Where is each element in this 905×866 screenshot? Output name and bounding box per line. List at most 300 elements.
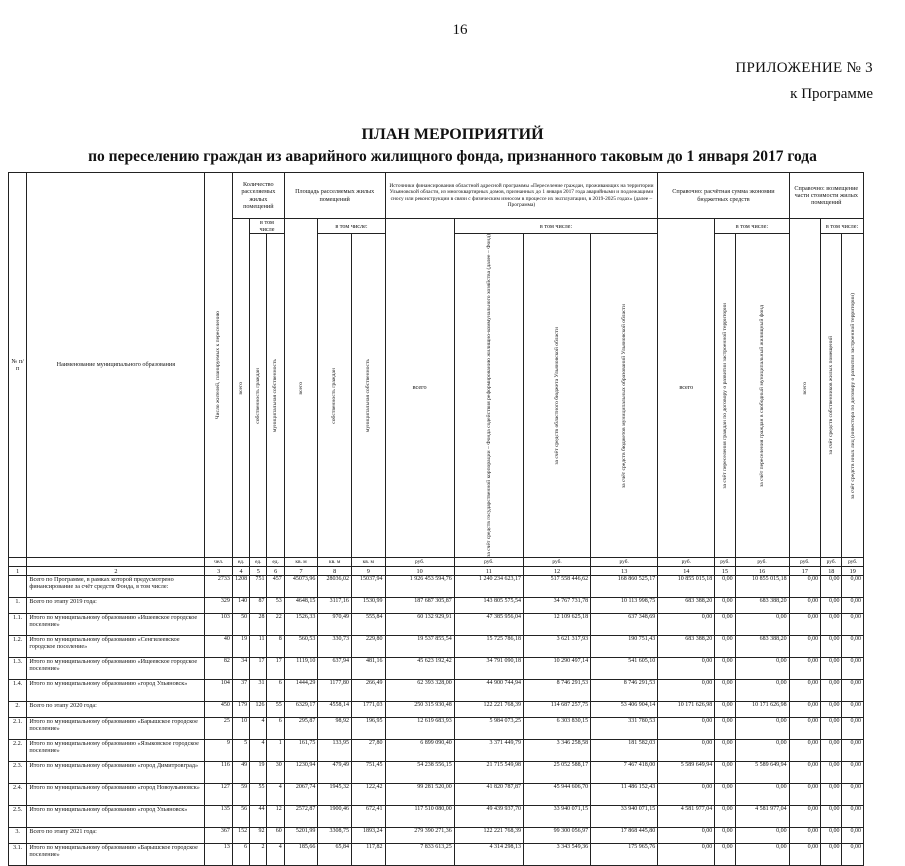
row-value: 22 [267, 614, 284, 636]
row-value: 0,00 [842, 576, 864, 598]
row-value: 126 [250, 702, 267, 718]
row-number: 1.2. [9, 636, 27, 658]
row-value: 0,00 [715, 740, 735, 762]
row-value: 0,00 [735, 718, 789, 740]
row-value: 1893,24 [351, 828, 385, 844]
unit-cell: руб. [789, 558, 821, 567]
row-value: 45 944 606,70 [523, 784, 590, 806]
row-value: 28 [250, 614, 267, 636]
row-value: 53 [267, 598, 284, 614]
row-value: 19 [250, 762, 267, 784]
row-value: 62 393 328,00 [385, 680, 454, 702]
document-title: ПЛАН МЕРОПРИЯТИЙ [361, 126, 544, 143]
row-value: 2 [250, 844, 267, 866]
row-value: 179 [232, 702, 249, 718]
ref1-incl-header: в том числе: [715, 219, 789, 234]
row-value: 10 171 626,98 [735, 702, 789, 718]
row-value: 0,00 [821, 658, 842, 680]
unit-cell: руб. [658, 558, 715, 567]
col-area-header: Площадь расселяемых жилых помещений [284, 173, 385, 219]
row-value: 367 [205, 828, 232, 844]
row-value: 49 439 937,70 [454, 806, 523, 828]
row-name: Всего по этапу 2019 года: [27, 598, 205, 614]
row-value: 65,84 [318, 844, 352, 866]
column-number-cell: 9 [351, 567, 385, 576]
column-number-cell: 13 [591, 567, 658, 576]
row-value: 637,94 [318, 658, 352, 680]
row-value: 0,00 [789, 636, 821, 658]
sources-incl-header: в том числе: [454, 219, 658, 234]
unit-cell: руб. [821, 558, 842, 567]
row-value: 1530,99 [351, 598, 385, 614]
column-number-cell: 1 [9, 567, 27, 576]
row-value: 0,00 [842, 844, 864, 866]
row-value: 143 805 575,54 [454, 598, 523, 614]
row-value: 140 [232, 598, 249, 614]
row-value: 117 510 080,00 [385, 806, 454, 828]
row-number: 2.1. [9, 718, 27, 740]
row-value: 0,00 [715, 762, 735, 784]
row-value: 3 346 258,58 [523, 740, 590, 762]
row-value: 1771,03 [351, 702, 385, 718]
row-value: 0,00 [715, 844, 735, 866]
col-sources-header: Источники финансирования областной адресной программы «Переселение граждан, проживающих на территории Ульяновской области, из многоквартирных домов, признанных до 1 января 2017 года аварийными и подлежащими сносу или реконструкции в связи с физическим износом в процессе их эксплуатации, в 2019-2025 годах» (далее – Программа) [385, 173, 658, 219]
row-value: 33 940 071,15 [591, 806, 658, 828]
row-value: 0,00 [715, 784, 735, 806]
column-number-cell: 19 [842, 567, 864, 576]
row-value: 2572,87 [284, 806, 318, 828]
unit-cell: руб. [385, 558, 454, 567]
sources-total-header: всего [385, 219, 454, 558]
row-value: 187 687 305,87 [385, 598, 454, 614]
row-value: 0,00 [715, 598, 735, 614]
row-value: 1900,46 [318, 806, 352, 828]
row-value: 0,00 [789, 718, 821, 740]
row-name: Итого по муниципальному образованию «Ишеевское городское поселение» [27, 614, 205, 636]
row-value: 0,00 [842, 740, 864, 762]
row-value: 17 868 445,80 [591, 828, 658, 844]
row-value: 683 388,20 [735, 598, 789, 614]
program-label: к Программе [790, 86, 873, 102]
unit-cell: руб. [842, 558, 864, 567]
column-number-cell: 5 [250, 567, 267, 576]
row-value: 152 [232, 828, 249, 844]
col-ref2-header: Справочно: возмещение части стоимости жилых помещений [789, 173, 863, 219]
row-value: 560,53 [284, 636, 318, 658]
row-value: 970,49 [318, 614, 352, 636]
row-value: 55 [267, 702, 284, 718]
row-value: 0,00 [842, 598, 864, 614]
row-value: 10 [232, 718, 249, 740]
row-value: 0,00 [789, 806, 821, 828]
row-value: 44 [250, 806, 267, 828]
resettlement-plan-table [8, 172, 864, 866]
row-value: 0,00 [821, 828, 842, 844]
column-number-cell: 3 [205, 567, 232, 576]
row-number: 3.1. [9, 844, 27, 866]
row-value: 9 [205, 740, 232, 762]
row-value: 672,41 [351, 806, 385, 828]
row-value: 0,00 [658, 784, 715, 806]
row-number: 2. [9, 702, 27, 718]
ref2-total-header: всего [789, 219, 821, 558]
column-number-cell: 17 [789, 567, 821, 576]
row-value: 5 984 073,25 [454, 718, 523, 740]
row-name: Итого по муниципальному образованию «город Ульяновск» [27, 680, 205, 702]
row-value: 45 623 192,42 [385, 658, 454, 680]
row-value: 1230,94 [284, 762, 318, 784]
row-value: 7 833 613,25 [385, 844, 454, 866]
column-number-cell: 14 [658, 567, 715, 576]
row-value: 30 [267, 762, 284, 784]
column-number-cell: 12 [523, 567, 590, 576]
table-row [9, 740, 864, 762]
row-number [9, 576, 27, 598]
row-value: 0,00 [821, 680, 842, 702]
row-value: 0,00 [715, 718, 735, 740]
row-value: 82 [205, 658, 232, 680]
area-total-header: всего [284, 219, 318, 558]
row-value: 117,82 [351, 844, 385, 866]
unit-cell: кв. м [318, 558, 352, 567]
row-value: 0,00 [735, 844, 789, 866]
row-value: 99 300 056,97 [523, 828, 590, 844]
col-rooms-header: Количество расселяемых жилых помещений [232, 173, 284, 219]
row-value: 53 406 904,14 [591, 702, 658, 718]
col-ref1-header: Справочно: расчётная сумма экономии бюджетных средств [658, 173, 789, 219]
row-value: 0,00 [735, 784, 789, 806]
row-value: 0,00 [715, 702, 735, 718]
row-value: 0,00 [842, 614, 864, 636]
row-value: 60 [267, 828, 284, 844]
row-value: 0,00 [658, 844, 715, 866]
row-value: 0,00 [715, 636, 735, 658]
row-value: 0,00 [842, 784, 864, 806]
row-value: 114 687 257,75 [523, 702, 590, 718]
row-value: 15 725 786,18 [454, 636, 523, 658]
unit-cell: руб. [523, 558, 590, 567]
row-name: Итого по муниципальному образованию «Сенгилеевское городское поселение» [27, 636, 205, 658]
row-value: 0,00 [821, 762, 842, 784]
column-number-cell: 11 [454, 567, 523, 576]
ref2-a-header: за счёт средств собственников жилых помещений [821, 234, 842, 558]
row-name: Итого по муниципальному образованию «Ищеевское городское поселение» [27, 658, 205, 680]
area-incl-header: в том числе: [318, 219, 385, 234]
row-value: 4 [250, 740, 267, 762]
row-value: 4 [267, 784, 284, 806]
unit-cell: ед. [232, 558, 249, 567]
row-value: 45073,96 [284, 576, 318, 598]
row-value: 161,75 [284, 740, 318, 762]
row-value: 185,66 [284, 844, 318, 866]
row-value: 37 [232, 680, 249, 702]
ref1-total-header: всего [658, 219, 715, 558]
row-value: 196,95 [351, 718, 385, 740]
row-value: 751,45 [351, 762, 385, 784]
row-value: 0,00 [715, 680, 735, 702]
row-value: 0,00 [842, 806, 864, 828]
row-value: 3117,16 [318, 598, 352, 614]
row-value: 0,00 [821, 740, 842, 762]
column-number-cell: 18 [821, 567, 842, 576]
row-value: 637 348,69 [591, 614, 658, 636]
unit-cell: ед. [267, 558, 284, 567]
row-value: 50 [232, 614, 249, 636]
row-value: 0,00 [735, 680, 789, 702]
row-value: 1945,32 [318, 784, 352, 806]
column-number-cell: 8 [318, 567, 352, 576]
row-value: 0,00 [842, 636, 864, 658]
page-number: 16 [452, 22, 468, 38]
row-value: 12 109 625,18 [523, 614, 590, 636]
row-value: 0,00 [658, 658, 715, 680]
row-value: 0,00 [789, 740, 821, 762]
row-value: 4 [267, 844, 284, 866]
row-value: 683 388,20 [658, 598, 715, 614]
row-value: 5 [232, 740, 249, 762]
row-value: 11 [250, 636, 267, 658]
row-value: 7 467 418,00 [591, 762, 658, 784]
row-value: 0,00 [658, 614, 715, 636]
row-name: Итого по муниципальному образованию «Барышское городское поселение» [27, 844, 205, 866]
row-value: 6 [267, 680, 284, 702]
row-value: 116 [205, 762, 232, 784]
row-value: 481,16 [351, 658, 385, 680]
local-header: за счёт средств бюджетов муниципальных образований Ульяновской области [591, 234, 658, 558]
row-number: 1.1. [9, 614, 27, 636]
table-body [9, 576, 864, 866]
row-value: 87 [250, 598, 267, 614]
row-value: 0,00 [658, 828, 715, 844]
rooms-total-header: всего [232, 219, 249, 558]
unit-cell: руб. [715, 558, 735, 567]
row-value: 0,00 [789, 680, 821, 702]
unit-cell: кв. м [284, 558, 318, 567]
row-value: 55 [250, 784, 267, 806]
row-value: 0,00 [821, 576, 842, 598]
row-number: 2.2. [9, 740, 27, 762]
row-value: 122 221 768,39 [454, 828, 523, 844]
row-value: 34 791 090,18 [454, 658, 523, 680]
rooms-private-header: собственность граждан [250, 234, 267, 558]
row-value: 1177,80 [318, 680, 352, 702]
row-value: 135 [205, 806, 232, 828]
table-row [9, 576, 864, 598]
column-numbers-row [9, 567, 864, 576]
ref1-a-header: за счёт переселения граждан по договору о развитии застроенной территории [715, 234, 735, 558]
row-value: 450 [205, 702, 232, 718]
row-value: 0,00 [842, 718, 864, 740]
row-value: 8 746 291,53 [591, 680, 658, 702]
row-value: 0,00 [842, 658, 864, 680]
row-value: 751 [250, 576, 267, 598]
row-name: Итого по муниципальному образованию «город Ульяновск» [27, 806, 205, 828]
unit-cell: кв. м [351, 558, 385, 567]
row-number: 1.4. [9, 680, 27, 702]
row-value: 0,00 [789, 784, 821, 806]
regional-header: за счёт средств областного бюджета Ульяновской области [523, 234, 590, 558]
row-value: 122 221 768,39 [454, 702, 523, 718]
row-value: 1119,10 [284, 658, 318, 680]
table-row [9, 598, 864, 614]
row-value: 41 820 787,87 [454, 784, 523, 806]
row-value: 13 [205, 844, 232, 866]
row-number: 2.4. [9, 784, 27, 806]
column-number-cell: 2 [27, 567, 205, 576]
row-value: 27,80 [351, 740, 385, 762]
table-row [9, 680, 864, 702]
row-value: 190 751,43 [591, 636, 658, 658]
row-name: Всего по этапу 2021 года: [27, 828, 205, 844]
row-value: 28036,02 [318, 576, 352, 598]
table-row [9, 844, 864, 866]
row-value: 0,00 [821, 598, 842, 614]
row-name: Всего по этапу 2020 года: [27, 702, 205, 718]
row-value: 40 [205, 636, 232, 658]
column-number-cell: 10 [385, 567, 454, 576]
row-value: 19 537 855,54 [385, 636, 454, 658]
row-number: 3. [9, 828, 27, 844]
row-value: 1 240 234 623,17 [454, 576, 523, 598]
row-value: 1 [267, 740, 284, 762]
row-name: Итого по муниципальному образованию «Барышское городское поселение» [27, 718, 205, 740]
row-value: 10 171 626,98 [658, 702, 715, 718]
row-value: 181 582,03 [591, 740, 658, 762]
row-value: 34 [232, 658, 249, 680]
row-value: 517 558 446,62 [523, 576, 590, 598]
row-value: 10 290 497,14 [523, 658, 590, 680]
row-value: 4 581 977,04 [735, 806, 789, 828]
row-value: 17 [250, 658, 267, 680]
row-value: 0,00 [715, 806, 735, 828]
row-value: 0,00 [735, 828, 789, 844]
row-value: 10 855 015,18 [658, 576, 715, 598]
row-value: 4 581 977,04 [658, 806, 715, 828]
table-row [9, 828, 864, 844]
row-value: 0,00 [735, 740, 789, 762]
row-value: 44 900 744,94 [454, 680, 523, 702]
row-value: 6 899 090,40 [385, 740, 454, 762]
row-value: 266,49 [351, 680, 385, 702]
unit-cell: руб. [735, 558, 789, 567]
row-value: 5 589 649,94 [658, 762, 715, 784]
row-value: 21 715 549,98 [454, 762, 523, 784]
row-value: 0,00 [821, 784, 842, 806]
table-row [9, 718, 864, 740]
ref2-incl-header: в том числе: [821, 219, 864, 234]
row-value: 0,00 [658, 680, 715, 702]
unit-cell: руб. [591, 558, 658, 567]
row-value: 168 860 525,17 [591, 576, 658, 598]
row-name: Итого по муниципальному образованию «город Новоульяновск» [27, 784, 205, 806]
row-value: 0,00 [789, 576, 821, 598]
row-value: 457 [267, 576, 284, 598]
row-value: 10 113 998,75 [591, 598, 658, 614]
units-row [9, 558, 864, 567]
row-name: Итого по муниципальному образованию «Языковское городское поселение» [27, 740, 205, 762]
row-value: 0,00 [715, 614, 735, 636]
row-value: 59 [232, 784, 249, 806]
ref1-b-header: за счёт переселения граждан в свободный муниципальный жилищный фонд [735, 234, 789, 558]
row-value: 250 315 930,48 [385, 702, 454, 718]
document-subtitle: по переселению граждан из аварийного жилищного фонда, признанного таковым до 1 января 2017 года [88, 148, 817, 165]
row-value: 1526,33 [284, 614, 318, 636]
row-value: 331 780,53 [591, 718, 658, 740]
row-value: 47 385 956,04 [454, 614, 523, 636]
row-value: 60 132 929,91 [385, 614, 454, 636]
row-value: 17 [267, 658, 284, 680]
row-value: 0,00 [821, 636, 842, 658]
row-value: 5 589 649,94 [735, 762, 789, 784]
table-row [9, 806, 864, 828]
row-value: 279 390 271,36 [385, 828, 454, 844]
row-value: 175 965,76 [591, 844, 658, 866]
row-value: 10 855 015,18 [735, 576, 789, 598]
table-row [9, 702, 864, 718]
row-value: 0,00 [715, 658, 735, 680]
row-value: 0,00 [821, 718, 842, 740]
row-value: 0,00 [842, 828, 864, 844]
row-value: 99 281 520,00 [385, 784, 454, 806]
row-value: 5201,99 [284, 828, 318, 844]
row-number: 1.3. [9, 658, 27, 680]
row-value: 0,00 [842, 762, 864, 784]
row-value: 0,00 [735, 614, 789, 636]
row-value: 0,00 [715, 828, 735, 844]
column-number-cell: 6 [267, 567, 284, 576]
row-value: 0,00 [821, 702, 842, 718]
row-value: 49 [232, 762, 249, 784]
row-value: 0,00 [715, 576, 735, 598]
row-value: 0,00 [789, 614, 821, 636]
table-row [9, 784, 864, 806]
row-value: 683 388,20 [658, 636, 715, 658]
row-value: 0,00 [789, 658, 821, 680]
row-number: 2.5. [9, 806, 27, 828]
row-value: 2733 [205, 576, 232, 598]
row-value: 4558,14 [318, 702, 352, 718]
unit-cell: чел. [205, 558, 232, 567]
row-value: 479,49 [318, 762, 352, 784]
row-value: 6 [232, 844, 249, 866]
row-value: 1444,29 [284, 680, 318, 702]
row-value: 19 [232, 636, 249, 658]
row-value: 0,00 [821, 806, 842, 828]
row-value: 2067,74 [284, 784, 318, 806]
row-value: 541 605,10 [591, 658, 658, 680]
row-value: 25 [205, 718, 232, 740]
column-number-cell: 15 [715, 567, 735, 576]
row-value: 3 343 549,36 [523, 844, 590, 866]
unit-cell: руб. [454, 558, 523, 567]
row-value: 98,92 [318, 718, 352, 740]
row-value: 4648,15 [284, 598, 318, 614]
row-value: 34 767 731,78 [523, 598, 590, 614]
row-value: 295,87 [284, 718, 318, 740]
appendix-label: ПРИЛОЖЕНИЕ № 3 [735, 60, 873, 76]
col-name-header: Наименование муниципального образования [27, 173, 205, 558]
row-name: Итого по муниципальному образованию «город Димитровград» [27, 762, 205, 784]
row-value: 1 926 453 594,76 [385, 576, 454, 598]
row-value: 103 [205, 614, 232, 636]
row-value: 31 [250, 680, 267, 702]
row-value: 0,00 [821, 614, 842, 636]
row-value: 122,42 [351, 784, 385, 806]
row-value: 92 [250, 828, 267, 844]
row-value: 330,73 [318, 636, 352, 658]
row-value: 0,00 [735, 658, 789, 680]
area-municipal-header: муниципальная собственность [351, 234, 385, 558]
